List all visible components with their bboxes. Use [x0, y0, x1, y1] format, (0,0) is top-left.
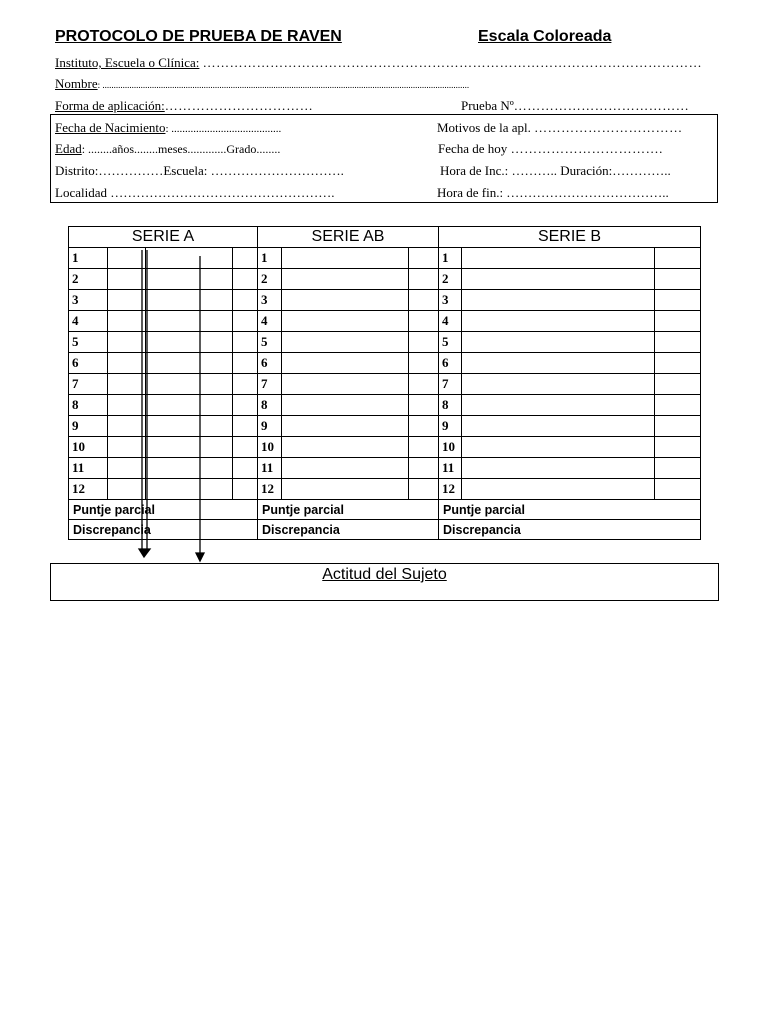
serie-b-header: SERIE B — [439, 227, 701, 248]
serie-a-item-number: 2 — [69, 269, 108, 290]
serie-b-item-number: 11 — [439, 458, 462, 479]
fecha-hoy-dots: ……………………………. — [510, 141, 663, 156]
serie-ab-item-number: 9 — [258, 416, 282, 437]
serie-ab-item-number: 1 — [258, 248, 282, 269]
form-title: PROTOCOLO DE PRUEBA DE RAVEN — [55, 28, 342, 45]
serie-ab-item-number: 8 — [258, 395, 282, 416]
serie-a-item-number: 4 — [69, 311, 108, 332]
forma-label: Forma de aplicación: — [55, 98, 165, 113]
serie-ab-item-number: 6 — [258, 353, 282, 374]
serie-a-item-number: 3 — [69, 290, 108, 311]
serie-b-item-number: 12 — [439, 479, 462, 500]
serie-a-item-number: 12 — [69, 479, 108, 500]
edad-label: Edad — [55, 141, 82, 156]
serie-b-item-number: 2 — [439, 269, 462, 290]
hora-inicio-duracion-field[interactable]: Hora de Inc.: ……….. Duración:………….. — [440, 163, 671, 178]
forma-dots: …………………………… — [164, 98, 314, 113]
nombre-label: Nombre — [55, 76, 98, 91]
serie-ab-item-number: 10 — [258, 437, 282, 458]
serie-ab-item-number: 3 — [258, 290, 282, 311]
serie-b-item-number: 3 — [439, 290, 462, 311]
serie-ab-item-number: 2 — [258, 269, 282, 290]
serie-a-item-number: 1 — [69, 248, 108, 269]
serie-ab-item-number: 4 — [258, 311, 282, 332]
serie-a-header: SERIE A — [69, 227, 258, 248]
distrito-escuela-field[interactable]: Distrito:……………Escuela: …………………………. — [55, 163, 344, 178]
fecha-hoy-label: Fecha de hoy — [438, 141, 508, 156]
serie-a-item-number: 10 — [69, 437, 108, 458]
serie-ab-discrepancia-cell[interactable]: Discrepancia — [258, 520, 439, 540]
hora-fin-field[interactable]: Hora de fin.: ……………………………….. — [437, 185, 669, 200]
prueba-dots: ………………………………… — [513, 98, 690, 113]
serie-a-item-number: 7 — [69, 374, 108, 395]
serie-a-item-number: 9 — [69, 416, 108, 437]
arrow-icon-right — [196, 256, 204, 561]
serie-b-item-number: 8 — [439, 395, 462, 416]
nombre-dots: : ................................................................................................................................................................... — [97, 80, 470, 90]
serie-ab-header: SERIE AB — [258, 227, 439, 248]
motivos-dots: …………………………… — [534, 120, 683, 135]
instituto-label: Instituto, Escuela o Clínica: — [55, 55, 200, 70]
serie-ab-item-number: 7 — [258, 374, 282, 395]
serie-a-item-number: 8 — [69, 395, 108, 416]
arrow-icon-left — [139, 250, 150, 557]
motivos-label: Motivos de la apl. — [437, 120, 531, 135]
serie-b-item-number: 5 — [439, 332, 462, 353]
serie-b-item-number: 7 — [439, 374, 462, 395]
serie-ab-item-number: 12 — [258, 479, 282, 500]
serie-b-item-number: 10 — [439, 437, 462, 458]
serie-a-item-number: 11 — [69, 458, 108, 479]
serie-a-item-number: 5 — [69, 332, 108, 353]
serie-b-item-number: 6 — [439, 353, 462, 374]
scale-title: Escala Coloreada — [478, 28, 612, 45]
serie-b-item-number: 9 — [439, 416, 462, 437]
instituto-dots: ………………………………………………………………………………………………… — [202, 55, 703, 70]
fecha-nacimiento-dots: : ........................................ — [165, 123, 282, 135]
serie-a-discrepancia-cell[interactable]: Discrepancia — [69, 520, 258, 540]
serie-b-discrepancia-cell[interactable]: Discrepancia — [439, 520, 701, 540]
serie-ab-item-number: 5 — [258, 332, 282, 353]
serie-ab-item-number: 11 — [258, 458, 282, 479]
serie-b-item-number: 1 — [439, 248, 462, 269]
serie-b-puntaje-cell[interactable]: Puntje parcial — [439, 500, 701, 520]
serie-a-item-number: 6 — [69, 353, 108, 374]
serie-ab-puntaje-cell[interactable]: Puntje parcial — [258, 500, 439, 520]
serie-a-puntaje-cell[interactable]: Puntje parcial — [69, 500, 258, 520]
fecha-nacimiento-label: Fecha de Nacimiento — [55, 120, 166, 135]
localidad-field[interactable]: Localidad ……………………………………………. — [55, 185, 335, 200]
edad-rest: : ........años........meses.............Grado........ — [81, 142, 281, 156]
serie-b-item-number: 4 — [439, 311, 462, 332]
actitud-label: Actitud del Sujeto — [322, 566, 447, 583]
prueba-label: Prueba Nº — [461, 98, 514, 113]
